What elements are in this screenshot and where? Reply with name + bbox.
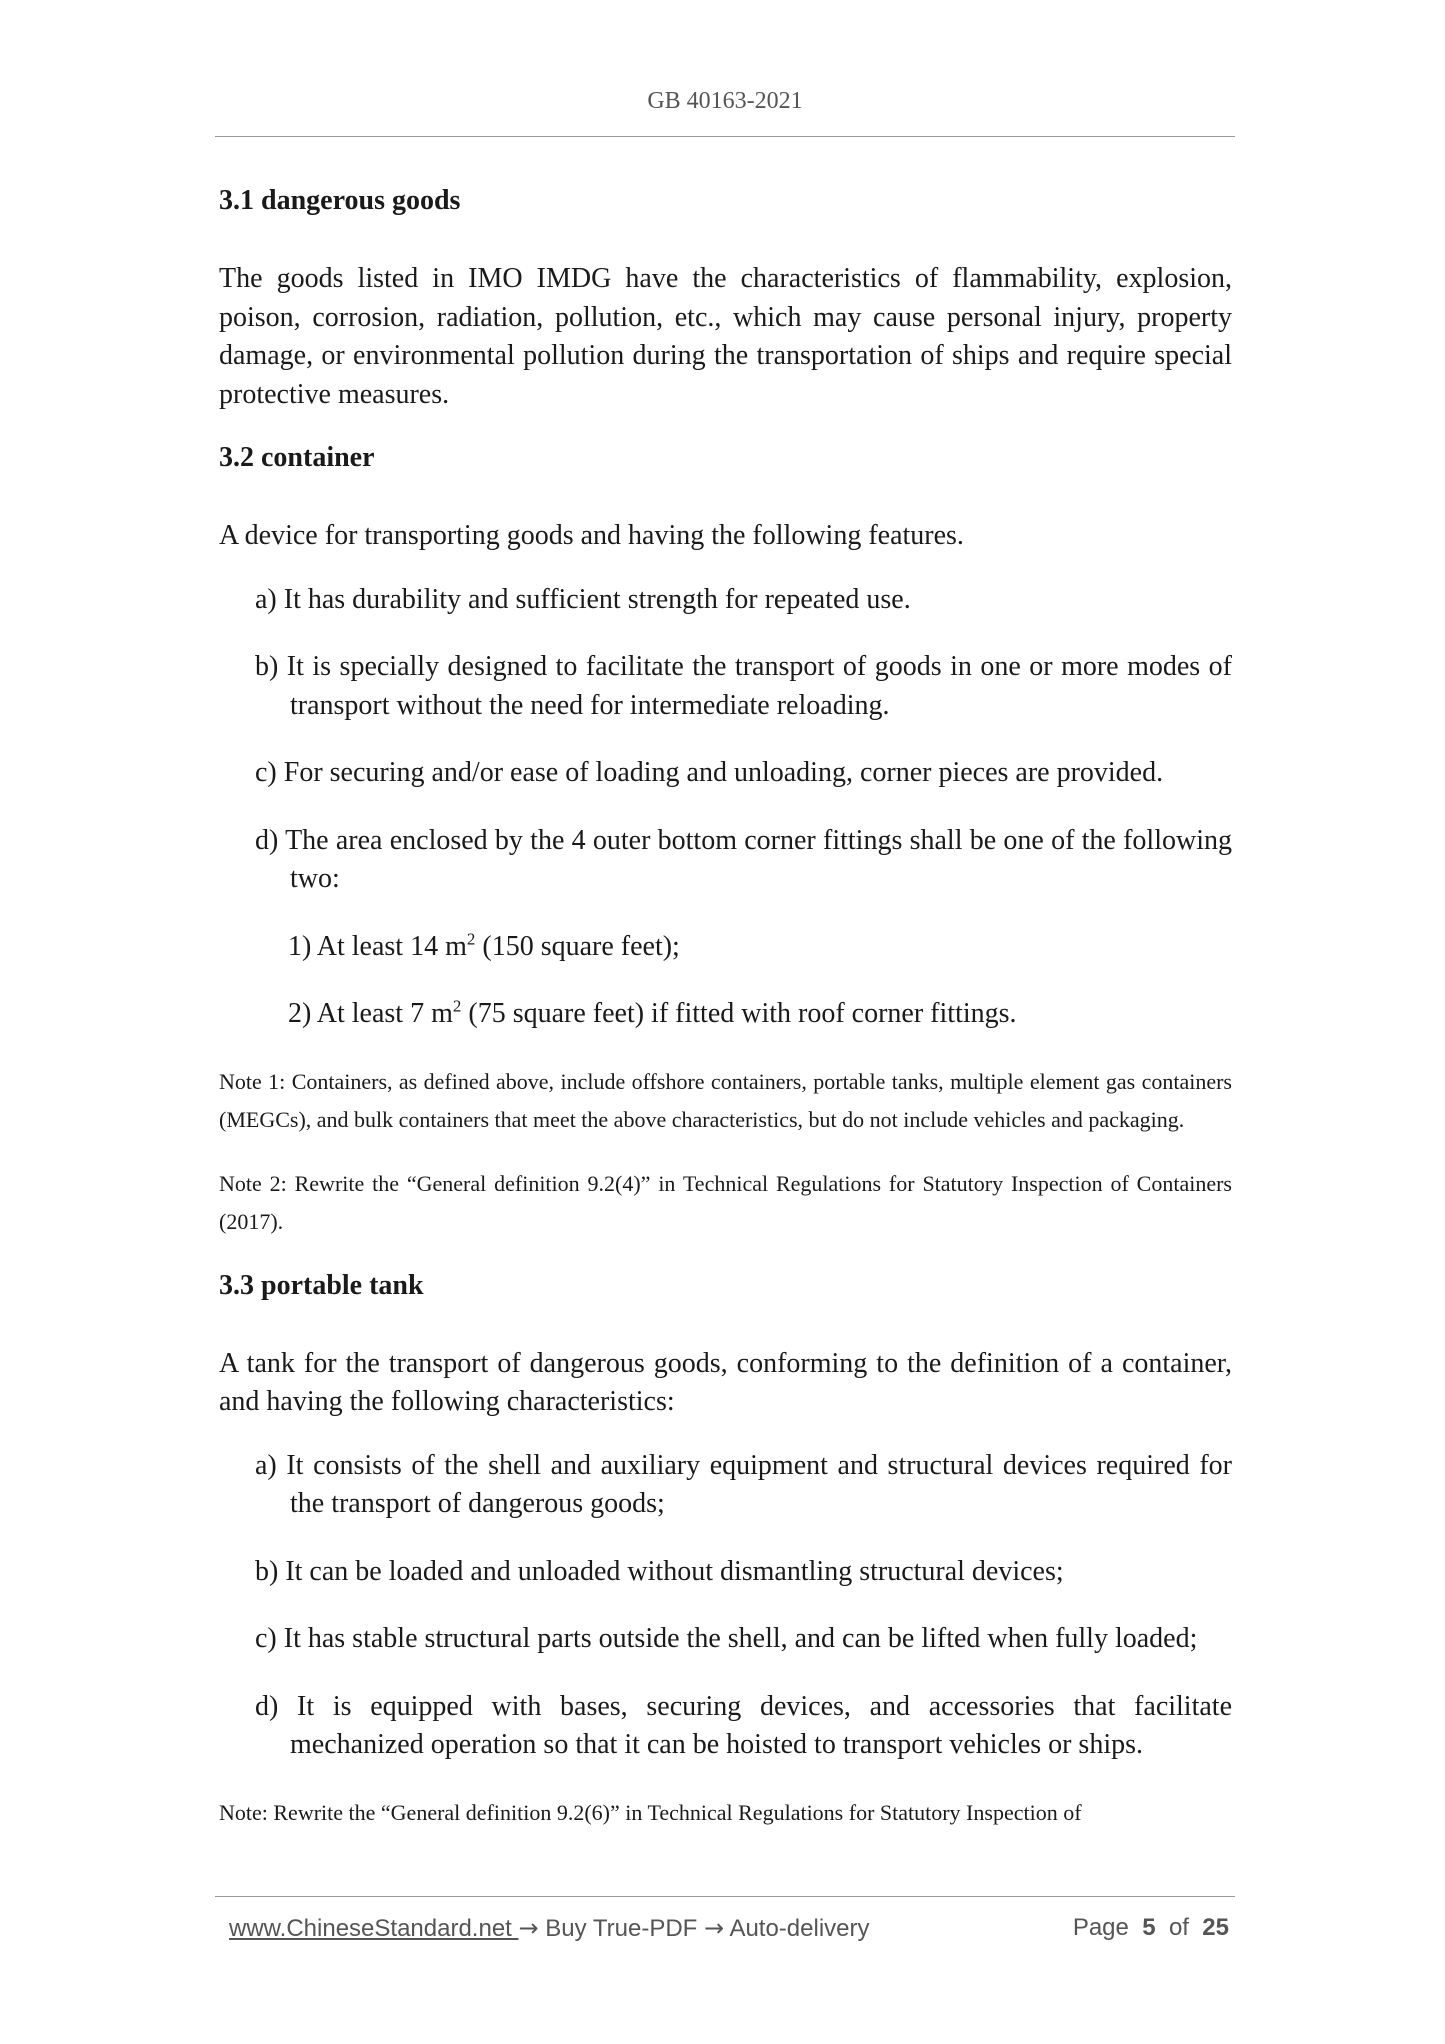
total-pages: 25 xyxy=(1202,1914,1229,1941)
sub-item-text: (150 square feet); xyxy=(475,930,680,962)
page-footer xyxy=(229,1914,1229,1954)
note-1: Note 1: Containers, as defined above, include offshore containers, portable tanks, multiple element gas containers (MEGCs), and bulk containers that meet the above characteristics, but do not include vehicles and packaging. xyxy=(219,1068,1232,1132)
section-heading-3-2: 3.2 container xyxy=(219,442,375,473)
document-body xyxy=(219,182,1232,1857)
page-of-label: of xyxy=(1168,1914,1189,1941)
sub-item-text: 1) At least 14 m xyxy=(288,930,467,962)
section-heading-3-3: 3.3 portable tank xyxy=(219,1269,424,1301)
note: Note: Rewrite the “General definition 9.2(6)” in Technical Regulations for Statutory Inspection of xyxy=(219,1799,1082,1825)
list-item: b) It is specially designed to facilitate the transport of goods in one or more modes of transport without the need for intermediate reloading. xyxy=(255,651,1232,721)
arrow-right-icon: → xyxy=(703,1914,725,1942)
section-heading-3-1: 3.1 dangerous goods xyxy=(219,185,461,216)
note-2: Note 2: Rewrite the “General definition 9.2(4)” in Technical Regulations for Statutory Inspection of Containers (2017). xyxy=(219,1170,1232,1234)
list-item: a) It has durability and sufficient strength for repeated use. xyxy=(255,583,911,615)
superscript: 2 xyxy=(452,996,462,1016)
list-item: d) It is equipped with bases, securing devices, and accessories that facilitate mechanized operation so that it can be hoisted to transport vehicles or ships. xyxy=(255,1690,1232,1760)
definition-paragraph: The goods listed in IMO IMDG have the characteristics of flammability, explosion, poison, corrosion, radiation, pollution, etc., which may cause personal injury, property damage, or environmental pollution during the transportation of ships and require special protective measures. xyxy=(219,263,1232,410)
page-header: GB 40163-2021 xyxy=(647,88,803,114)
definition-paragraph: A tank for the transport of dangerous goods, conforming to the definition of a container, and having the following characteristics: xyxy=(219,1347,1232,1417)
footer-rule xyxy=(215,1896,1235,1897)
sub-list-item xyxy=(219,928,1232,967)
website-link[interactable]: www.ChineseStandard.net xyxy=(229,1915,519,1942)
list-item: a) It consists of the shell and auxiliary equipment and structural devices required for the transport of dangerous goods; xyxy=(255,1449,1232,1519)
arrow-right-icon: → xyxy=(518,1914,539,1942)
page-label: Page xyxy=(1072,1914,1129,1941)
sub-list-item xyxy=(219,995,1232,1034)
header-rule xyxy=(215,136,1235,137)
current-page: 5 xyxy=(1142,1914,1156,1941)
list-item: c) It has stable structural parts outside the shell, and can be lifted when fully loaded; xyxy=(255,1623,1198,1654)
list-item: b) It can be loaded and unloaded without dismantling structural devices; xyxy=(255,1555,1064,1587)
auto-delivery-text: Auto-delivery xyxy=(724,1915,870,1942)
sub-item-text: (75 square feet) if fitted with roof corner fittings. xyxy=(461,998,1017,1029)
buy-pdf-text: Buy True-PDF xyxy=(538,1915,704,1942)
superscript: 2 xyxy=(466,929,476,949)
page-number xyxy=(1073,1914,1229,1942)
list-item: c) For securing and/or ease of loading and unloading, corner pieces are provided. xyxy=(255,757,1164,788)
definition-paragraph: A device for transporting goods and having the following features. xyxy=(219,520,964,551)
list-item: d) The area enclosed by the 4 outer bottom corner fittings shall be one of the following two: xyxy=(255,824,1232,894)
sub-item-text: 2) At least 7 m xyxy=(288,998,453,1029)
